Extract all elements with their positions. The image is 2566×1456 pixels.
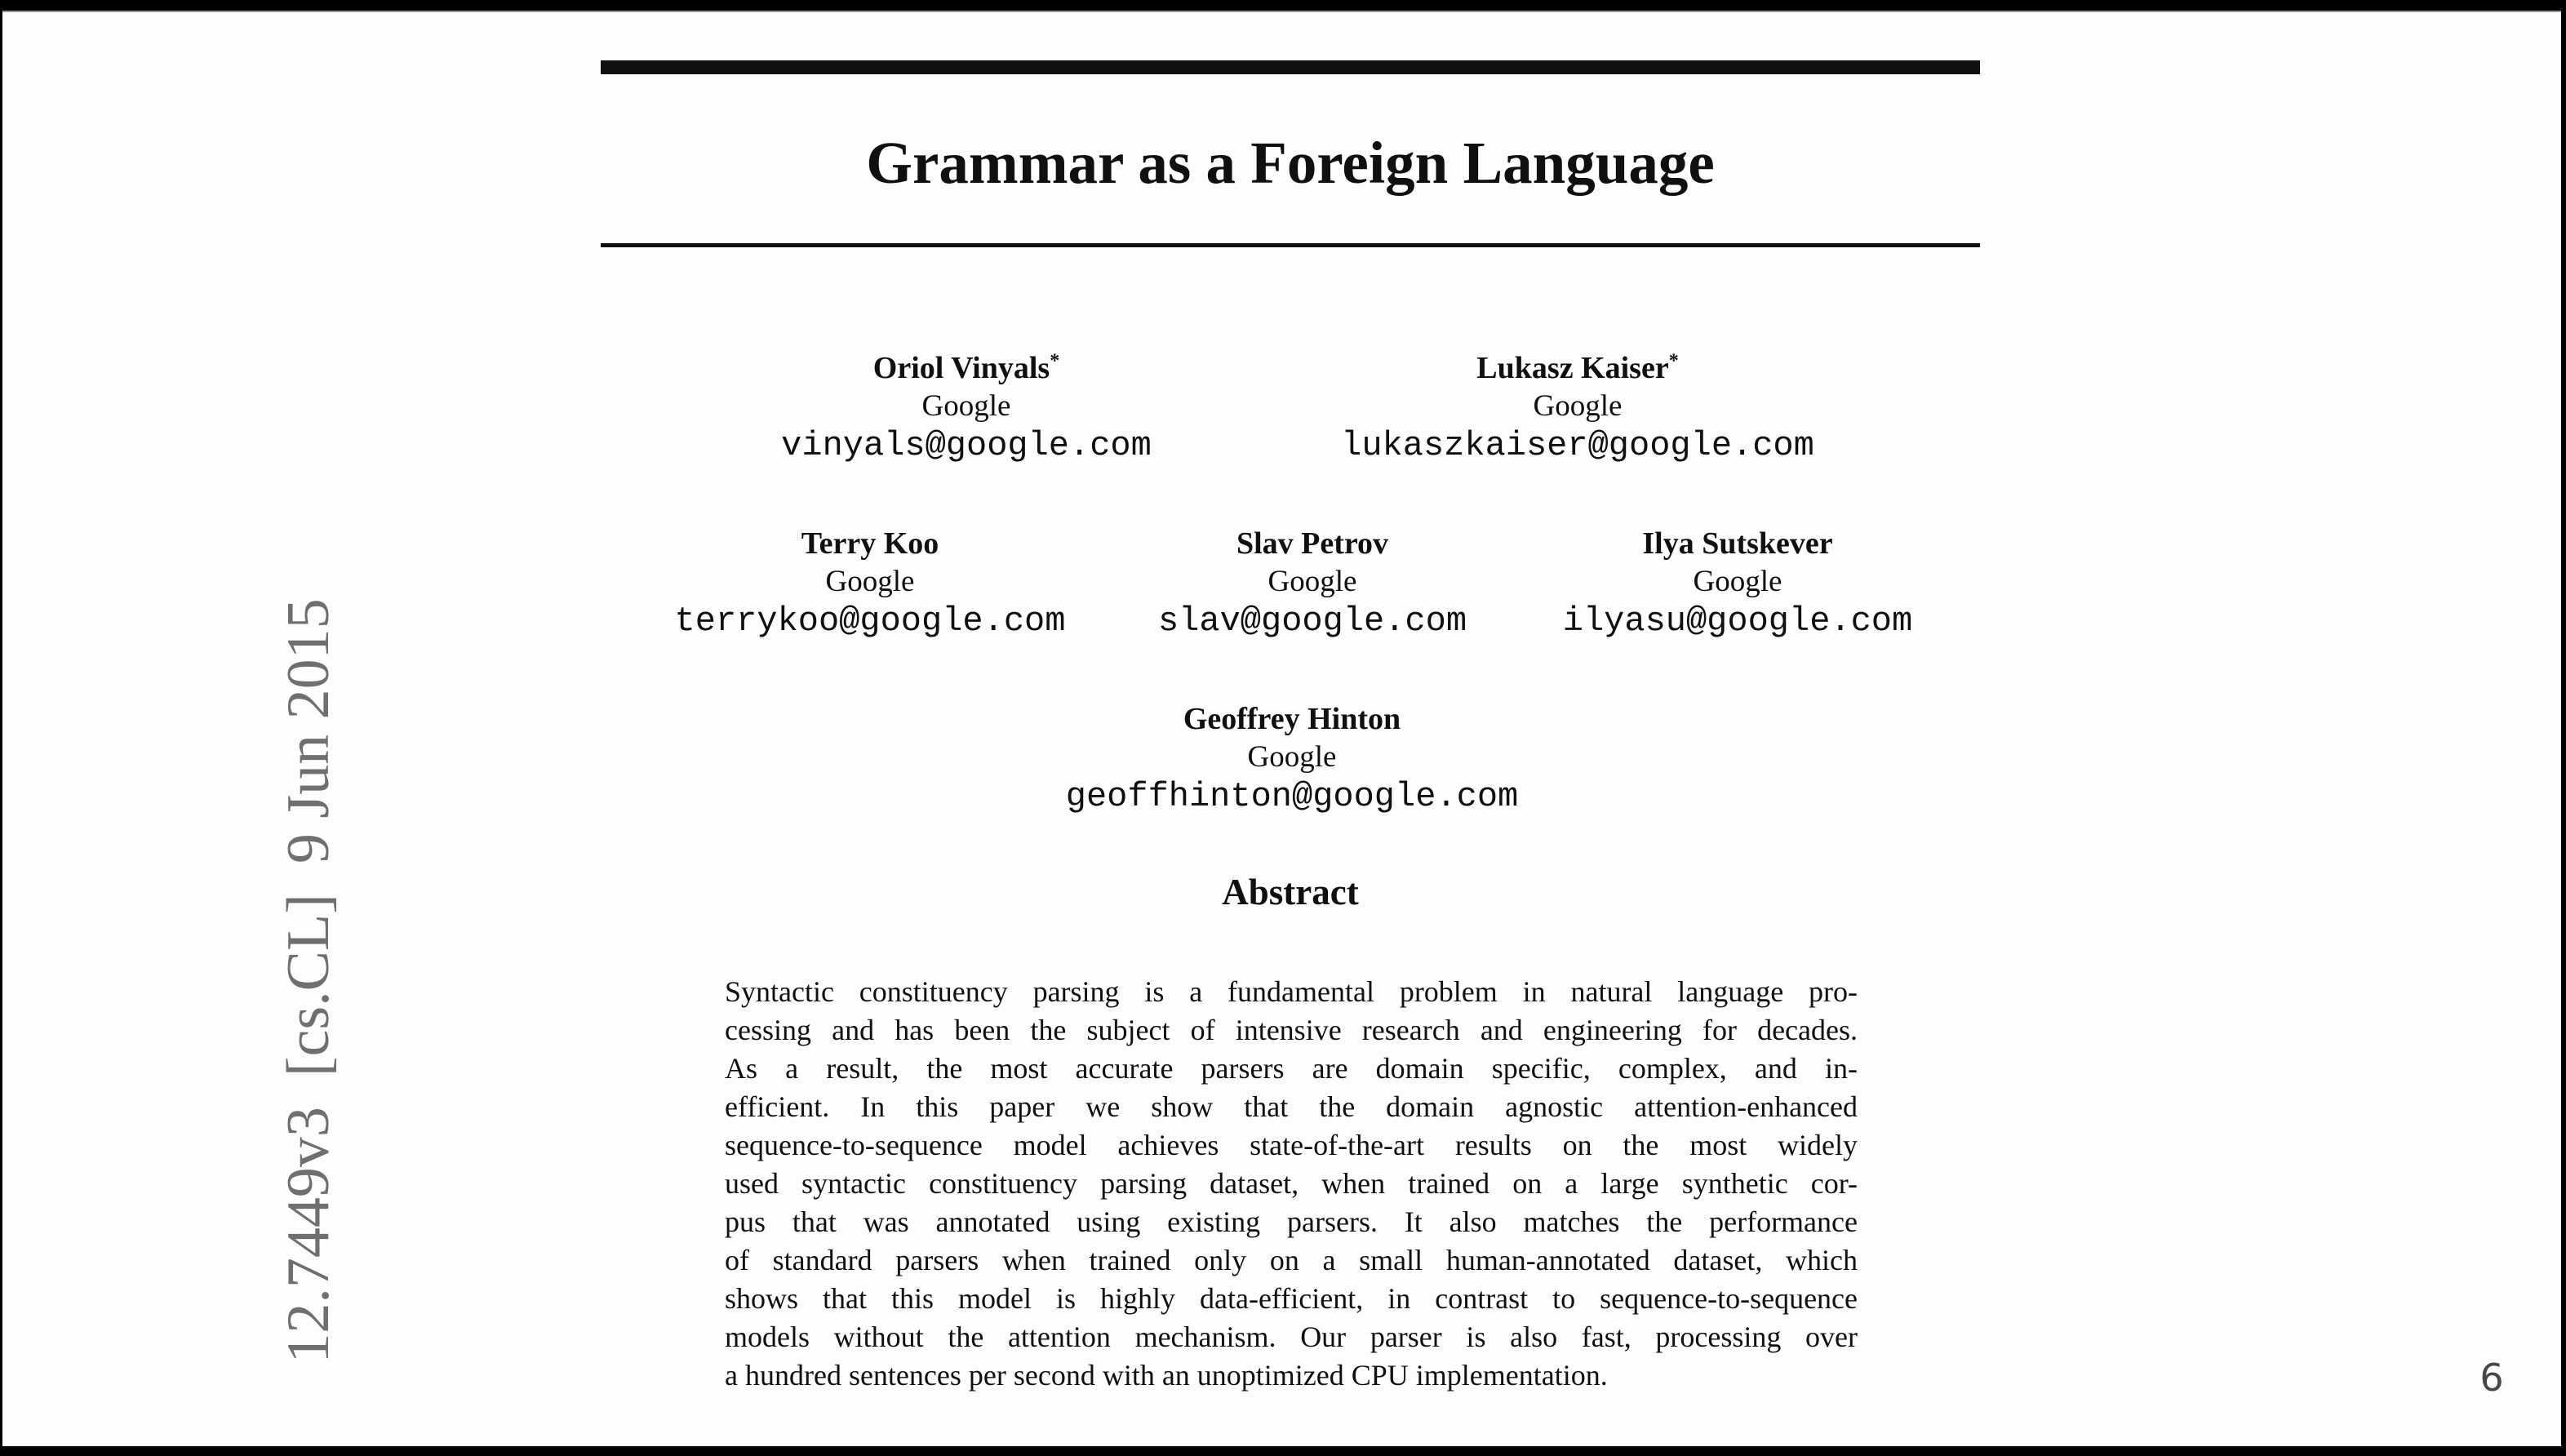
author-block-oriol-vinyals xyxy=(681,348,1252,466)
author-name-text: Ilya Sutskever xyxy=(1642,526,1833,561)
author-block-lukasz-kaiser xyxy=(1292,348,1863,466)
author-name xyxy=(1452,524,2023,563)
paper-title: Grammar as a Foreign Language xyxy=(866,130,1715,196)
author-affiliation: Google xyxy=(1693,565,1782,598)
title-rule-top xyxy=(601,60,1980,74)
author-affiliation: Google xyxy=(1247,740,1337,774)
page-number: 6 xyxy=(2479,1356,2504,1400)
author-footnote-mark: * xyxy=(1668,350,1679,372)
abstract-line: cessing and has been the subject of intensive research and engineering for decades. xyxy=(725,1014,1858,1046)
author-affiliation: Google xyxy=(825,565,915,598)
author-name-text: Oriol Vinyals xyxy=(872,351,1050,385)
author-email: lukaszkaiser@google.com xyxy=(1341,426,1814,465)
author-name-text: Slav Petrov xyxy=(1236,526,1389,561)
author-email: geoffhinton@google.com xyxy=(1065,777,1519,816)
abstract-text xyxy=(725,973,1858,1395)
abstract-line: models without the attention mechanism. Our parser is also fast, processing over xyxy=(725,1321,1858,1353)
arxiv-watermark: 12.7449v3 [cs.CL] 9 Jun 2015 xyxy=(275,598,342,1364)
abstract-line: As a result, the most accurate parsers are domain specific, complex, and in- xyxy=(725,1052,1858,1085)
author-footnote-mark: * xyxy=(1050,350,1060,372)
abstract-line: efficient. In this paper we show that the domain agnostic attention-enhanced xyxy=(725,1090,1858,1123)
abstract-line: used syntactic constituency parsing dataset, when trained on a large synthetic cor- xyxy=(725,1167,1858,1200)
abstract-line: shows that this model is highly data-efficient, in contrast to sequence-to-sequence xyxy=(725,1282,1858,1315)
author-email: terrykoo@google.com xyxy=(674,601,1066,641)
abstract-heading: Abstract xyxy=(1222,872,1359,912)
abstract-line: of standard parsers when trained only on a small human-annotated dataset, which xyxy=(725,1244,1858,1276)
author-block-geoffrey-hinton xyxy=(1006,699,1578,817)
author-name xyxy=(1006,699,1578,739)
abstract-line: a hundred sentences per second with an unoptimized CPU implementation. xyxy=(725,1359,1608,1392)
author-email: slav@google.com xyxy=(1157,601,1467,641)
paper-page xyxy=(2,11,2561,1446)
author-email: ilyasu@google.com xyxy=(1562,601,1913,641)
author-name-text: Lukasz Kaiser xyxy=(1476,351,1669,385)
author-email: vinyals@google.com xyxy=(781,426,1152,465)
abstract-line: sequence-to-sequence model achieves state-of-the-art results on the most widely xyxy=(725,1129,1858,1161)
author-name xyxy=(1292,348,1863,388)
title-rule-bottom xyxy=(601,243,1980,247)
abstract-line: pus that was annotated using existing parsers. It also matches the performance xyxy=(725,1205,1858,1238)
abstract-line: Syntactic constituency parsing is a fundamental problem in natural language pro- xyxy=(725,975,1858,1008)
author-affiliation: Google xyxy=(1533,389,1623,423)
author-block-ilya-sutskever xyxy=(1452,524,2023,641)
author-name xyxy=(681,348,1252,388)
author-affiliation: Google xyxy=(921,389,1011,423)
author-name-text: Geoffrey Hinton xyxy=(1183,702,1401,736)
author-affiliation: Google xyxy=(1267,565,1357,598)
author-name-text: Terry Koo xyxy=(801,526,939,561)
